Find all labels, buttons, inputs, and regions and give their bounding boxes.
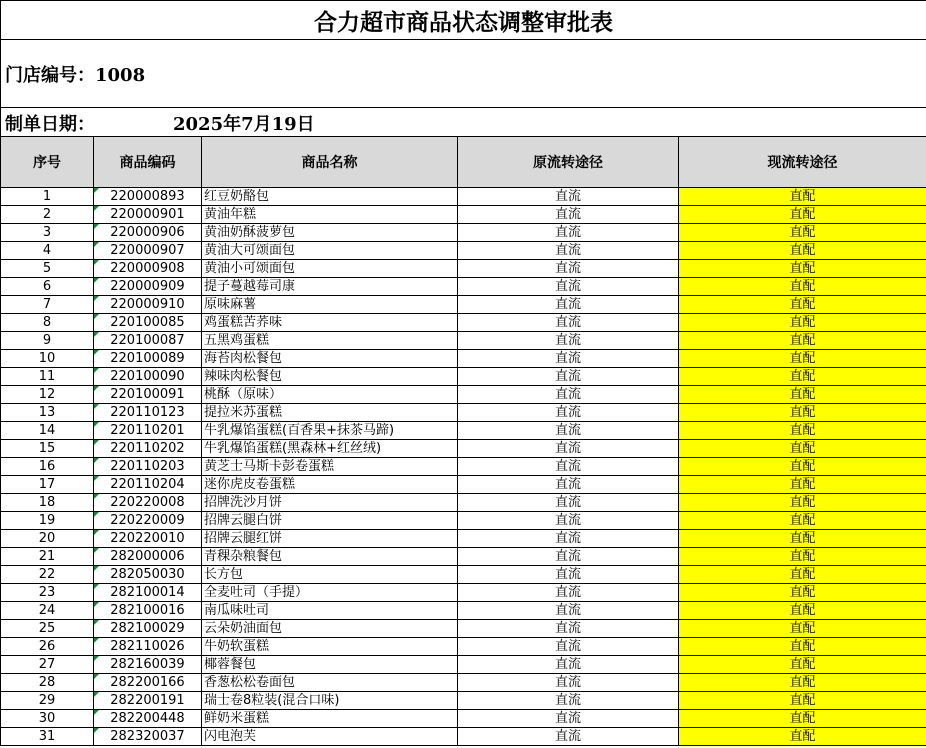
cell-product-code[interactable]: 220100089 — [94, 350, 202, 368]
cell-product-name[interactable]: 海苔肉松餐包 — [202, 350, 458, 368]
cell-current-channel[interactable]: 直配 — [679, 692, 926, 710]
cell-product-code[interactable]: 220110203 — [94, 458, 202, 476]
cell-product-code[interactable]: 220000906 — [94, 224, 202, 242]
cell-current-channel[interactable]: 直配 — [679, 260, 926, 278]
cell-original-channel[interactable]: 直流 — [458, 566, 679, 584]
cell-current-channel[interactable]: 直配 — [679, 656, 926, 674]
cell-current-channel[interactable]: 直配 — [679, 476, 926, 494]
header-product-name[interactable]: 商品名称 — [202, 137, 458, 188]
cell-product-name[interactable]: 招牌云腿白饼 — [202, 512, 458, 530]
table-row — [1, 296, 926, 314]
cell-current-channel[interactable]: 直配 — [679, 458, 926, 476]
cell-product-code[interactable]: 220000901 — [94, 206, 202, 224]
order-date-value: 2025年7月19日 — [173, 114, 315, 135]
cell-product-code[interactable]: 220220010 — [94, 530, 202, 548]
cell-product-code[interactable]: 282200191 — [94, 692, 202, 710]
cell-index[interactable]: 26 — [1, 638, 94, 656]
table-row — [1, 602, 926, 620]
cell-product-name[interactable]: 黄芝士马斯卡彭卷蛋糕 — [202, 458, 458, 476]
cell-current-channel[interactable]: 直配 — [679, 512, 926, 530]
cell-original-channel[interactable]: 直流 — [458, 584, 679, 602]
cell-product-name[interactable]: 黄油小可颂面包 — [202, 260, 458, 278]
cell-index[interactable]: 11 — [1, 368, 94, 386]
cell-index[interactable]: 24 — [1, 602, 94, 620]
order-date-label: 制单日期： — [5, 114, 95, 135]
table-row — [1, 548, 926, 566]
cell-product-code[interactable]: 220000893 — [94, 188, 202, 206]
cell-index[interactable]: 4 — [1, 242, 94, 260]
cell-index[interactable]: 7 — [1, 296, 94, 314]
table-row — [1, 368, 926, 386]
cell-original-channel[interactable]: 直流 — [458, 548, 679, 566]
cell-index[interactable]: 14 — [1, 422, 94, 440]
cell-product-code[interactable]: 282160039 — [94, 656, 202, 674]
cell-original-channel[interactable]: 直流 — [458, 278, 679, 296]
table-row — [1, 620, 926, 638]
cell-original-channel[interactable]: 直流 — [458, 332, 679, 350]
cell-product-code[interactable]: 282320037 — [94, 728, 202, 746]
cell-original-channel[interactable]: 直流 — [458, 710, 679, 728]
table-row — [1, 260, 926, 278]
cell-original-channel[interactable]: 直流 — [458, 350, 679, 368]
cell-current-channel[interactable]: 直配 — [679, 548, 926, 566]
cell-product-name[interactable]: 牛乳爆馅蛋糕(百香果+抹茶马蹄) — [202, 422, 458, 440]
cell-product-code[interactable]: 220110202 — [94, 440, 202, 458]
cell-original-channel[interactable]: 直流 — [458, 368, 679, 386]
header-original-channel[interactable]: 原流转途径 — [458, 137, 679, 188]
cell-index[interactable]: 29 — [1, 692, 94, 710]
cell-product-name[interactable]: 香葱松松卷面包 — [202, 674, 458, 692]
cell-original-channel[interactable]: 直流 — [458, 638, 679, 656]
cell-original-channel[interactable]: 直流 — [458, 188, 679, 206]
table-row — [1, 692, 926, 710]
cell-index[interactable]: 16 — [1, 458, 94, 476]
table-row — [1, 512, 926, 530]
cell-current-channel[interactable]: 直配 — [679, 602, 926, 620]
table-row — [1, 206, 926, 224]
store-number-label: 门店编号： — [5, 64, 95, 86]
cell-original-channel[interactable]: 直流 — [458, 404, 679, 422]
cell-product-code[interactable]: 282100014 — [94, 584, 202, 602]
table-row — [1, 728, 926, 746]
table-row — [1, 584, 926, 602]
cell-original-channel[interactable]: 直流 — [458, 494, 679, 512]
cell-original-channel[interactable]: 直流 — [458, 476, 679, 494]
cell-product-name[interactable]: 招牌洗沙月饼 — [202, 494, 458, 512]
table-row — [1, 278, 926, 296]
cell-current-channel[interactable]: 直配 — [679, 350, 926, 368]
table-row — [1, 476, 926, 494]
cell-product-name[interactable]: 桃酥（原味） — [202, 386, 458, 404]
cell-index[interactable]: 23 — [1, 584, 94, 602]
table-row — [1, 656, 926, 674]
cell-index[interactable]: 8 — [1, 314, 94, 332]
cell-original-channel[interactable]: 直流 — [458, 728, 679, 746]
cell-product-name[interactable]: 原味麻薯 — [202, 296, 458, 314]
cell-product-name[interactable]: 鸡蛋糕苦荞味 — [202, 314, 458, 332]
cell-current-channel[interactable]: 直配 — [679, 188, 926, 206]
cell-product-code[interactable]: 220100085 — [94, 314, 202, 332]
table-row — [1, 458, 926, 476]
cell-current-channel[interactable]: 直配 — [679, 296, 926, 314]
cell-original-channel[interactable]: 直流 — [458, 260, 679, 278]
cell-index[interactable]: 5 — [1, 260, 94, 278]
cell-current-channel[interactable]: 直配 — [679, 440, 926, 458]
table-row — [1, 422, 926, 440]
cell-product-name[interactable]: 鲜奶米蛋糕 — [202, 710, 458, 728]
cell-product-name[interactable]: 椰蓉餐包 — [202, 656, 458, 674]
cell-product-code[interactable]: 220000910 — [94, 296, 202, 314]
cell-index[interactable]: 22 — [1, 566, 94, 584]
table-row — [1, 638, 926, 656]
cell-index[interactable]: 10 — [1, 350, 94, 368]
store-number-cell[interactable] — [1, 40, 926, 108]
cell-current-channel[interactable]: 直配 — [679, 728, 926, 746]
cell-original-channel[interactable]: 直流 — [458, 314, 679, 332]
table-row — [1, 188, 926, 206]
cell-product-name[interactable]: 云朵奶油面包 — [202, 620, 458, 638]
cell-index[interactable]: 30 — [1, 710, 94, 728]
cell-product-name[interactable]: 长方包 — [202, 566, 458, 584]
cell-product-name[interactable]: 全麦吐司（手提） — [202, 584, 458, 602]
cell-index[interactable]: 20 — [1, 530, 94, 548]
cell-product-name[interactable]: 辣味肉松餐包 — [202, 368, 458, 386]
cell-current-channel[interactable]: 直配 — [679, 530, 926, 548]
cell-original-channel[interactable]: 直流 — [458, 602, 679, 620]
cell-product-code[interactable]: 220110123 — [94, 404, 202, 422]
cell-current-channel[interactable]: 直配 — [679, 314, 926, 332]
table-row — [1, 242, 926, 260]
cell-product-code[interactable]: 282200448 — [94, 710, 202, 728]
cell-product-name[interactable]: 五黑鸡蛋糕 — [202, 332, 458, 350]
cell-product-code[interactable]: 220000909 — [94, 278, 202, 296]
sheet-title[interactable]: 合力超市商品状态调整审批表 — [1, 1, 926, 40]
cell-current-channel[interactable]: 直配 — [679, 584, 926, 602]
cell-current-channel[interactable]: 直配 — [679, 674, 926, 692]
cell-original-channel[interactable]: 直流 — [458, 512, 679, 530]
cell-original-channel[interactable]: 直流 — [458, 224, 679, 242]
cell-original-channel[interactable]: 直流 — [458, 206, 679, 224]
store-number-value: 1008 — [95, 64, 146, 86]
cell-product-code[interactable]: 282050030 — [94, 566, 202, 584]
cell-product-code[interactable]: 282100029 — [94, 620, 202, 638]
table-row — [1, 566, 926, 584]
cell-original-channel[interactable]: 直流 — [458, 386, 679, 404]
cell-product-name[interactable]: 牛奶软蛋糕 — [202, 638, 458, 656]
cell-current-channel[interactable]: 直配 — [679, 368, 926, 386]
cell-original-channel[interactable]: 直流 — [458, 620, 679, 638]
cell-original-channel[interactable]: 直流 — [458, 458, 679, 476]
cell-current-channel[interactable]: 直配 — [679, 620, 926, 638]
cell-product-code[interactable]: 220110201 — [94, 422, 202, 440]
cell-product-code[interactable]: 220100090 — [94, 368, 202, 386]
cell-product-name[interactable]: 黄油奶酥菠萝包 — [202, 224, 458, 242]
table-row — [1, 530, 926, 548]
cell-product-code[interactable]: 220220009 — [94, 512, 202, 530]
cell-current-channel[interactable]: 直配 — [679, 566, 926, 584]
cell-current-channel[interactable]: 直配 — [679, 386, 926, 404]
cell-product-code[interactable]: 282200166 — [94, 674, 202, 692]
cell-product-name[interactable]: 青稞杂粮餐包 — [202, 548, 458, 566]
table-header-row — [1, 137, 926, 188]
cell-product-name[interactable]: 南瓜味吐司 — [202, 602, 458, 620]
cell-current-channel[interactable]: 直配 — [679, 242, 926, 260]
cell-product-name[interactable]: 黄油年糕 — [202, 206, 458, 224]
header-current-channel[interactable]: 现流转途径 — [679, 137, 926, 188]
cell-product-code[interactable]: 282000006 — [94, 548, 202, 566]
cell-current-channel[interactable]: 直配 — [679, 422, 926, 440]
table-row — [1, 440, 926, 458]
cell-product-code[interactable]: 220100091 — [94, 386, 202, 404]
cell-product-code[interactable]: 282100016 — [94, 602, 202, 620]
cell-current-channel[interactable]: 直配 — [679, 710, 926, 728]
cell-product-name[interactable]: 提子蔓越莓司康 — [202, 278, 458, 296]
cell-product-name[interactable]: 招牌云腿红饼 — [202, 530, 458, 548]
cell-index[interactable]: 9 — [1, 332, 94, 350]
cell-index[interactable]: 21 — [1, 548, 94, 566]
table-row — [1, 224, 926, 242]
table-row — [1, 674, 926, 692]
cell-original-channel[interactable]: 直流 — [458, 674, 679, 692]
cell-original-channel[interactable]: 直流 — [458, 422, 679, 440]
cell-index[interactable]: 6 — [1, 278, 94, 296]
cell-original-channel[interactable]: 直流 — [458, 656, 679, 674]
cell-current-channel[interactable]: 直配 — [679, 494, 926, 512]
cell-product-name[interactable]: 牛乳爆馅蛋糕(黑森林+红丝绒) — [202, 440, 458, 458]
cell-index[interactable]: 17 — [1, 476, 94, 494]
cell-current-channel[interactable]: 直配 — [679, 404, 926, 422]
cell-product-code[interactable]: 220110204 — [94, 476, 202, 494]
table-row — [1, 386, 926, 404]
cell-product-code[interactable]: 220220008 — [94, 494, 202, 512]
cell-index[interactable]: 25 — [1, 620, 94, 638]
cell-product-name[interactable]: 红豆奶酪包 — [202, 188, 458, 206]
cell-product-name[interactable]: 黄油大可颂面包 — [202, 242, 458, 260]
cell-current-channel[interactable]: 直配 — [679, 638, 926, 656]
cell-original-channel[interactable]: 直流 — [458, 530, 679, 548]
cell-current-channel[interactable]: 直配 — [679, 224, 926, 242]
cell-product-name[interactable]: 瑞士卷8粒装(混合口味) — [202, 692, 458, 710]
cell-index[interactable]: 18 — [1, 494, 94, 512]
table-row — [1, 350, 926, 368]
cell-product-name[interactable]: 提拉米苏蛋糕 — [202, 404, 458, 422]
table-row — [1, 494, 926, 512]
cell-index[interactable]: 19 — [1, 512, 94, 530]
cell-current-channel[interactable]: 直配 — [679, 206, 926, 224]
cell-product-code[interactable]: 282110026 — [94, 638, 202, 656]
cell-index[interactable]: 13 — [1, 404, 94, 422]
cell-index[interactable]: 27 — [1, 656, 94, 674]
cell-product-name[interactable]: 闪电泡芙 — [202, 728, 458, 746]
table-row — [1, 404, 926, 422]
cell-original-channel[interactable]: 直流 — [458, 692, 679, 710]
cell-index[interactable]: 31 — [1, 728, 94, 746]
table-row — [1, 314, 926, 332]
cell-product-code[interactable]: 220000907 — [94, 242, 202, 260]
cell-product-name[interactable]: 迷你虎皮卷蛋糕 — [202, 476, 458, 494]
cell-original-channel[interactable]: 直流 — [458, 440, 679, 458]
order-date-cell[interactable] — [1, 108, 926, 137]
header-index[interactable]: 序号 — [1, 137, 94, 188]
cell-current-channel[interactable]: 直配 — [679, 332, 926, 350]
cell-index[interactable]: 15 — [1, 440, 94, 458]
cell-product-code[interactable]: 220000908 — [94, 260, 202, 278]
header-product-code[interactable]: 商品编码 — [94, 137, 202, 188]
cell-index[interactable]: 3 — [1, 224, 94, 242]
cell-current-channel[interactable]: 直配 — [679, 278, 926, 296]
table-row — [1, 332, 926, 350]
cell-index[interactable]: 28 — [1, 674, 94, 692]
cell-product-code[interactable]: 220100087 — [94, 332, 202, 350]
cell-index[interactable]: 12 — [1, 386, 94, 404]
cell-original-channel[interactable]: 直流 — [458, 296, 679, 314]
table-row — [1, 710, 926, 728]
cell-index[interactable]: 2 — [1, 206, 94, 224]
cell-index[interactable]: 1 — [1, 188, 94, 206]
cell-original-channel[interactable]: 直流 — [458, 242, 679, 260]
